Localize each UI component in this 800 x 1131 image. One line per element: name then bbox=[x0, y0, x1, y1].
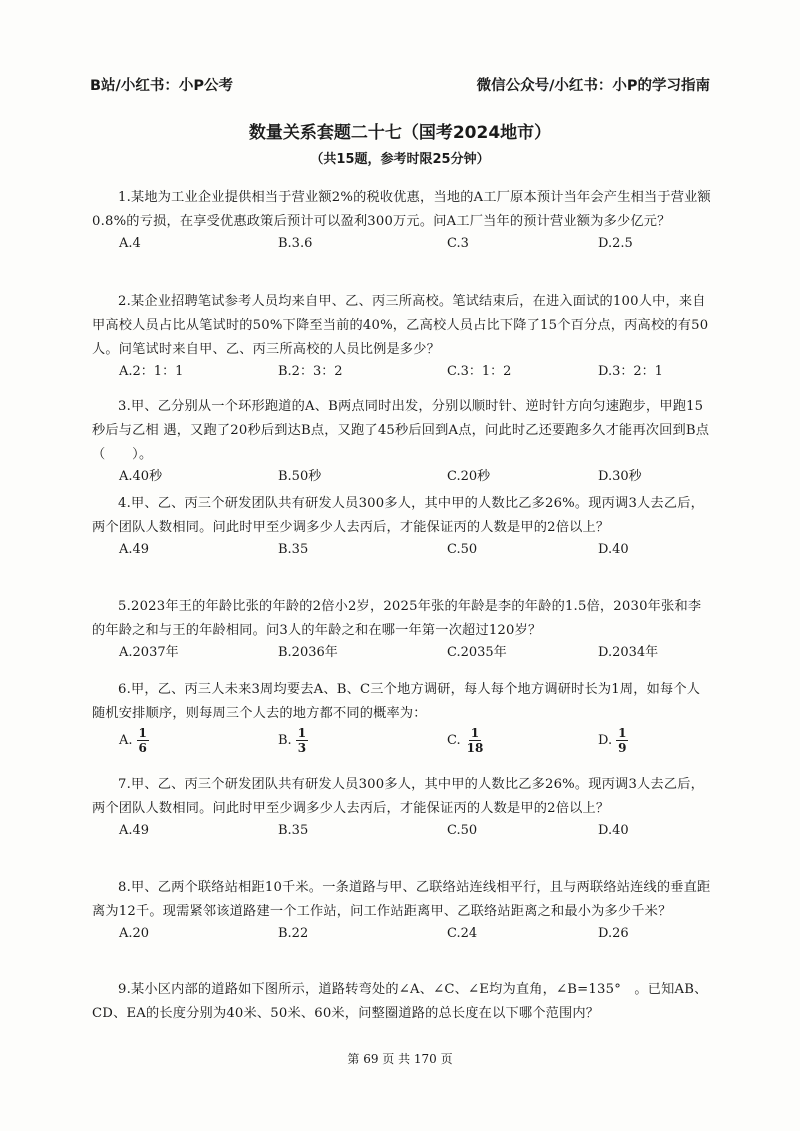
option-b: B.35 bbox=[278, 542, 309, 557]
fraction bbox=[137, 726, 149, 755]
page-title: 数量关系套题二十七（国考2024地市） bbox=[248, 123, 552, 143]
question-6 bbox=[92, 678, 712, 755]
numerator: 1 bbox=[470, 726, 480, 740]
question-8 bbox=[92, 876, 712, 944]
question-stem: 9.某小区内部的道路如下图所示，道路转弯处的∠A、∠C、∠E均为直角，∠B=135° 。已知AB、CD、EA的长度分别为40米、50米、60米，问整圈道路的总长度在以下哪个范围内？ bbox=[92, 982, 708, 1021]
option-c: C.20秒 bbox=[447, 469, 491, 484]
option-a: A.2：1：1 bbox=[119, 364, 184, 379]
question-stem: 6.甲，乙、丙三人未来3周均要去A、B、C三个地方调研，每人每个地方调研时长为1周，如每个人随机安排顺序，则每周三个人去的地方都不同的概率为： bbox=[92, 682, 701, 721]
option-b bbox=[278, 726, 447, 755]
denominator: 6 bbox=[138, 741, 147, 755]
option-d: D.2.5 bbox=[598, 236, 633, 251]
question-stem: 2.某企业招聘笔试参考人员均来自甲、乙、丙三所高校。笔试结束后，在进入面试的100人中，来自甲高校人员占比从笔试时的50%下降至当前的40%，乙高校人员占比下降了15个百分点，丙高校的有50人。问笔试时来自甲、乙、丙三所高校的人员比例是多少？ bbox=[92, 294, 709, 357]
option-d: D.2034年 bbox=[598, 645, 659, 660]
denominator: 18 bbox=[466, 741, 484, 755]
option-b: B.50秒 bbox=[278, 469, 322, 484]
option-b: B.2：3：2 bbox=[278, 364, 343, 379]
question-options bbox=[92, 726, 712, 755]
option-d bbox=[598, 726, 718, 755]
question-stem: 4.甲、乙、丙三个研发团队共有研发人员300多人，其中甲的人数比乙多26%。现丙调3人去乙后，两个团队人数相同。问此时甲至少调多少人去丙后，才能保证丙的人数是甲的2倍以上？ bbox=[92, 496, 704, 535]
header-right-source: 微信公众号/小红书：小P的学习指南 bbox=[476, 78, 710, 94]
option-b: B.35 bbox=[278, 823, 309, 838]
question-options bbox=[92, 234, 712, 254]
question-stem: 7.甲、乙、丙三个研发团队共有研发人员300多人，其中甲的人数比乙多26%。现丙调3人去乙后，两个团队人数相同。问此时甲至少调多少人去丙后，才能保证丙的人数是甲的2倍以上？ bbox=[92, 777, 704, 816]
page-subtitle: （共15题，参考时限25分钟） bbox=[310, 152, 490, 167]
option-a: A.49 bbox=[119, 542, 150, 557]
numerator: 1 bbox=[618, 726, 627, 740]
fraction bbox=[296, 726, 308, 755]
option-b: B.22 bbox=[278, 926, 309, 941]
question-2 bbox=[92, 290, 712, 382]
option-label: B. bbox=[278, 733, 292, 748]
numerator: 1 bbox=[297, 726, 307, 740]
question-options bbox=[92, 924, 712, 944]
option-c: C.50 bbox=[447, 542, 478, 557]
option-a bbox=[119, 726, 278, 755]
question-5 bbox=[92, 595, 712, 663]
option-d: D.40 bbox=[598, 542, 629, 557]
option-c: C.3 bbox=[447, 236, 469, 251]
fraction bbox=[465, 726, 486, 755]
question-1 bbox=[92, 186, 712, 254]
option-c: C.3：1：2 bbox=[447, 364, 512, 379]
option-a: A.4 bbox=[119, 236, 141, 251]
option-d: D.30秒 bbox=[598, 469, 642, 484]
option-a: A.49 bbox=[119, 823, 150, 838]
option-label: D. bbox=[598, 733, 613, 748]
question-7 bbox=[92, 773, 712, 841]
question-stem: 3.甲、乙分别从一个环形跑道的A、B两点同时出发，分别以顺时针、逆时针方向匀速跑步，甲跑15秒后与乙相 遇，又跑了20秒后到达B点，又跑了45秒后回到A点，问此时乙还要跑多久才能再次回到B点（ ）。 bbox=[92, 399, 710, 462]
option-c: C.50 bbox=[447, 823, 478, 838]
option-d: D.40 bbox=[598, 823, 629, 838]
question-options bbox=[92, 643, 712, 663]
option-d: D.26 bbox=[598, 926, 629, 941]
page-footer: 第 69 页 共 170 页 bbox=[347, 1052, 453, 1066]
question-stem: 5.2023年王的年龄比张的年龄的2倍小2岁，2025年张的年龄是李的年龄的1.5倍，2030年张和李的年龄之和与王的年龄相同。问3人的年龄之和在哪一年第一次超过120岁？ bbox=[92, 599, 702, 638]
question-stem: 1.某地为工业企业提供相当于营业额2%的税收优惠，当地的A工厂原本预计当年会产生相当于营业额0.8%的亏损，在享受优惠政策后预计可以盈利300万元。问A工厂当年的预计营业额为多少亿元？ bbox=[92, 190, 711, 229]
question-options bbox=[92, 540, 712, 560]
option-label: A. bbox=[119, 733, 133, 748]
option-a: A.40秒 bbox=[119, 469, 163, 484]
question-3 bbox=[92, 395, 712, 487]
option-c: C.24 bbox=[447, 926, 478, 941]
question-options bbox=[92, 362, 712, 382]
numerator: 1 bbox=[138, 726, 147, 740]
question-4 bbox=[92, 492, 712, 560]
question-options bbox=[92, 821, 712, 841]
fraction bbox=[616, 726, 628, 755]
option-c: C.2035年 bbox=[447, 645, 507, 660]
option-b: B.2036年 bbox=[278, 645, 338, 660]
option-c bbox=[447, 726, 598, 755]
denominator: 3 bbox=[297, 741, 307, 755]
question-stem: 8.甲、乙两个联络站相距10千米。一条道路与甲、乙联络站连线相平行，且与两联络站连线的垂直距离为12千。现需紧邻该道路建一个工作站，问工作站距离甲、乙联络站距离之和最小为多少千米？ bbox=[92, 880, 711, 919]
option-b: B.3.6 bbox=[278, 236, 313, 251]
option-d: D.3：2：1 bbox=[598, 364, 663, 379]
header-left-source: B站/小红书：小P公考 bbox=[90, 78, 233, 94]
option-label: C. bbox=[447, 733, 461, 748]
denominator: 9 bbox=[618, 741, 627, 755]
question-9 bbox=[92, 978, 712, 1026]
option-a: A.20 bbox=[119, 926, 150, 941]
question-options bbox=[92, 467, 712, 487]
option-a: A.2037年 bbox=[119, 645, 179, 660]
